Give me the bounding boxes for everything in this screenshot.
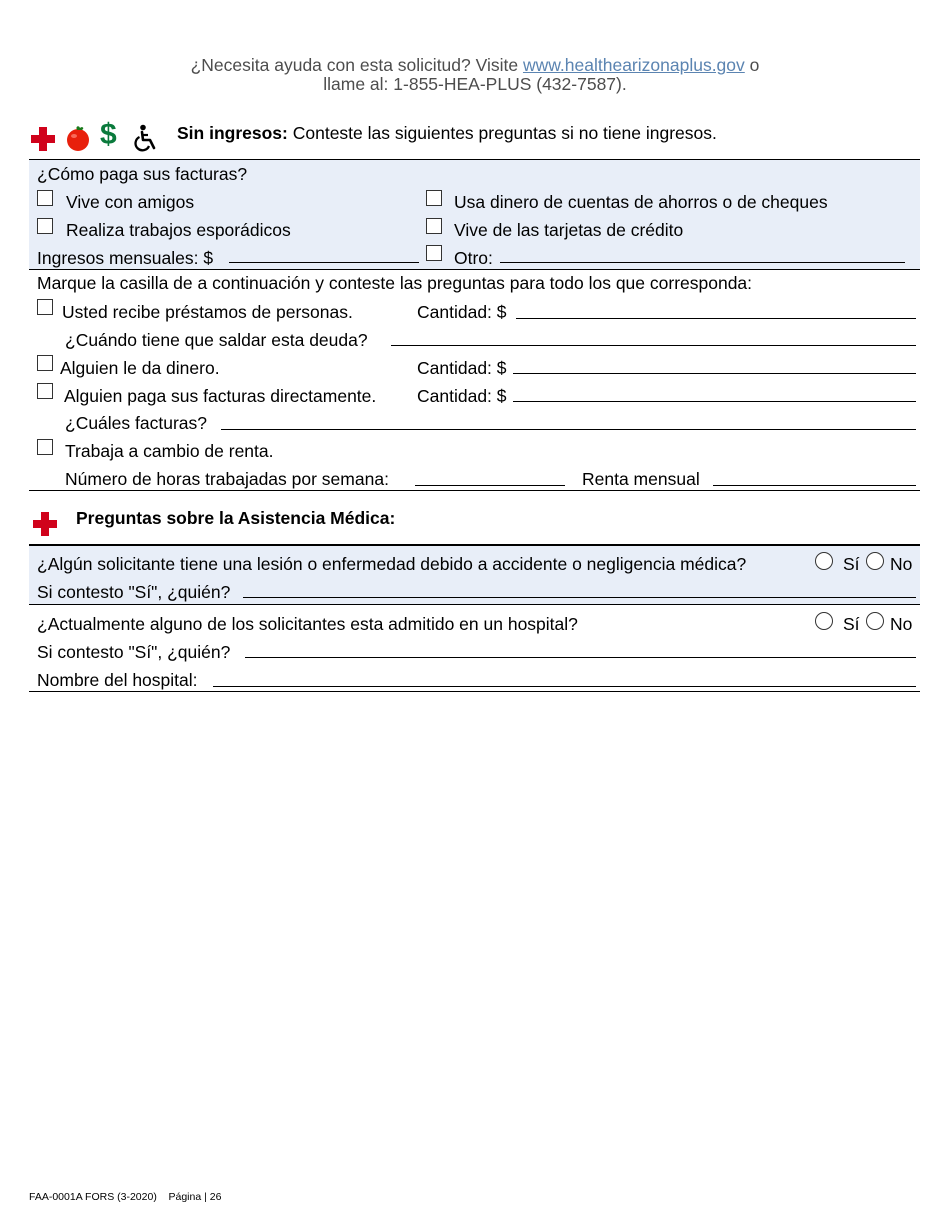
bills-question: ¿Cómo paga sus facturas?: [37, 164, 248, 184]
rent-field[interactable]: [713, 485, 916, 486]
pays-bills-label: Alguien paga sus facturas directamente.: [64, 386, 377, 406]
hospital-no-radio[interactable]: [866, 612, 884, 630]
loans-amount-label: Cantidad: $: [417, 302, 507, 322]
checkbox-savings[interactable]: [426, 190, 442, 206]
accident-who-field[interactable]: [243, 597, 916, 598]
medical-section-title: Preguntas sobre la Asistencia Médica:: [76, 508, 396, 528]
help-text-suffix: o: [749, 55, 760, 75]
checkbox-loans[interactable]: [37, 299, 53, 315]
footer: [29, 1191, 221, 1203]
hospital-who-field[interactable]: [245, 657, 916, 658]
medical-cross-icon: [30, 126, 56, 152]
hospital-yes-radio[interactable]: [815, 612, 833, 630]
pays-bills-amount-field[interactable]: [513, 401, 916, 402]
debt-date-field[interactable]: [391, 345, 916, 346]
hours-field[interactable]: [415, 485, 565, 486]
which-bills-field[interactable]: [221, 429, 916, 430]
hospital-no-label: No: [890, 614, 913, 634]
monthly-income-field[interactable]: [229, 262, 419, 263]
other-field[interactable]: [500, 262, 905, 263]
which-bills-label: ¿Cuáles facturas?: [65, 413, 208, 433]
checkbox-live-with-friends[interactable]: [37, 190, 53, 206]
support-instruction: Marque la casilla de a continuación y conteste las preguntas para todo los que corresponda:: [37, 273, 753, 293]
works-rent-label: Trabaja a cambio de renta.: [65, 441, 274, 461]
medical-cross-icon: [32, 511, 58, 537]
checkbox-credit-cards[interactable]: [426, 218, 442, 234]
monthly-income-label: Ingresos mensuales: $: [37, 248, 214, 268]
checkbox-other[interactable]: [426, 245, 442, 261]
form-id: FAA-0001A FORS (3-2020): [29, 1191, 157, 1203]
phone-line: llame al: 1-855-HEA-PLUS (432-7587).: [323, 74, 627, 94]
loans-amount-field[interactable]: [516, 318, 916, 319]
accident-no-radio[interactable]: [866, 552, 884, 570]
help-text: ¿Necesita ayuda con esta solicitud? Visite: [190, 55, 519, 75]
hours-label: Número de horas trabajadas por semana:: [65, 469, 389, 489]
accident-who-label: Si contesto "Sí", ¿quién?: [37, 582, 231, 602]
divider: [29, 691, 920, 692]
hospital-question: ¿Actualmente alguno de los solicitantes esta admitido en un hospital?: [37, 614, 578, 634]
dollar-icon: $: [100, 118, 117, 151]
gives-money-label: Alguien le da dinero.: [60, 358, 220, 378]
hospital-yes-label: Sí: [843, 614, 860, 634]
accident-no-label: No: [890, 554, 913, 574]
gives-money-amount-label: Cantidad: $: [417, 358, 507, 378]
wheelchair-icon: [133, 124, 159, 152]
debt-question: ¿Cuándo tiene que saldar esta deuda?: [65, 330, 368, 350]
divider: [29, 544, 920, 546]
pays-bills-amount-label: Cantidad: $: [417, 386, 507, 406]
rent-label: Renta mensual: [582, 469, 700, 489]
accident-yes-radio[interactable]: [815, 552, 833, 570]
page-number: Página | 26: [168, 1191, 222, 1203]
divider: [29, 604, 920, 605]
accident-yes-label: Sí: [843, 554, 860, 574]
option-odd-jobs: Realiza trabajos esporádicos: [66, 220, 291, 240]
option-savings: Usa dinero de cuentas de ahorros o de cheques: [454, 192, 828, 212]
other-label: Otro:: [454, 248, 493, 268]
loans-label: Usted recibe préstamos de personas.: [62, 302, 353, 322]
no-income-instruction: Conteste las siguientes preguntas si no tiene ingresos.: [292, 123, 717, 143]
hospital-who-label: Si contesto "Sí", ¿quién?: [37, 642, 231, 662]
checkbox-gives-money[interactable]: [37, 355, 53, 371]
no-income-heading: [177, 123, 717, 144]
gives-money-amount-field[interactable]: [513, 373, 916, 374]
option-live-with-friends: Vive con amigos: [66, 192, 195, 212]
website-link[interactable]: www.healthearizonaplus.gov: [522, 55, 745, 75]
divider: [29, 269, 920, 270]
hospital-name-field[interactable]: [213, 686, 916, 687]
hospital-name-label: Nombre del hospital:: [37, 670, 198, 690]
divider: [29, 159, 920, 160]
checkbox-pays-bills[interactable]: [37, 383, 53, 399]
checkbox-works-rent[interactable]: [37, 439, 53, 455]
help-line: [0, 55, 950, 76]
option-credit-cards: Vive de las tarjetas de crédito: [454, 220, 684, 240]
accident-question: ¿Algún solicitante tiene una lesión o enfermedad debido a accidente o negligencia médica?: [37, 554, 747, 574]
checkbox-odd-jobs[interactable]: [37, 218, 53, 234]
divider: [29, 490, 920, 491]
no-income-title: Sin ingresos:: [177, 123, 288, 143]
apple-icon: [64, 124, 92, 152]
